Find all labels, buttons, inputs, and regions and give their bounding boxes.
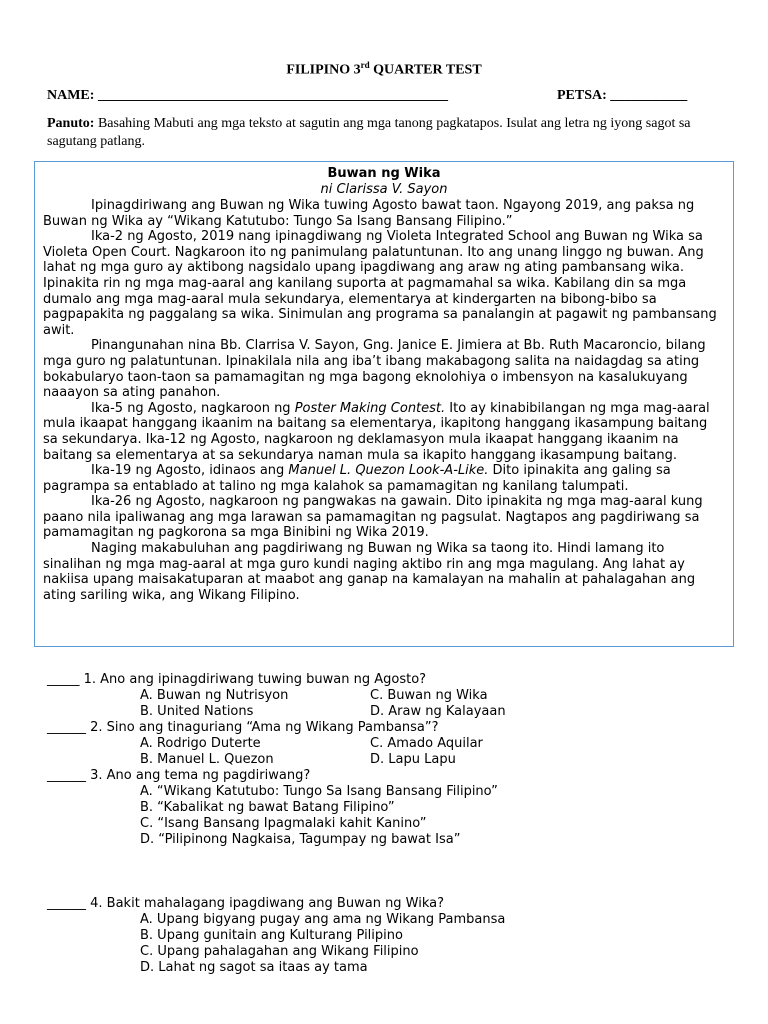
choice-row (47, 752, 747, 768)
question-4: ______ 4. Bakit mahalagang ipagdiwang ang Buwan ng Wika? (47, 896, 445, 911)
instructions-label: Panuto: (47, 116, 95, 131)
passage-paragraph: Ika-5 ng Agosto, nagkaroon ng Poster Making Contest. Ito ay kinabibilangan ng mga mag-aaral mula ikaapat hanggang ikaanim na baitang sa elementarya, ikapitong hanggang ikasampung baitang sa sekundarya. Ika-12 ng Agosto, nagkaroon ng deklamasyon mula ikaapat hanggang ikaanim na baitang sa elementarya at sa sekundarya naman mula sa ikapito hanggang ikasampung baitang. (43, 400, 710, 463)
question-3: ______ 3. Ano ang tema ng pagdiriwang? (47, 768, 311, 783)
choice-c: C. Amado Aquilar (370, 736, 483, 751)
passage-title: Buwan ng Wika (327, 166, 441, 181)
choice-a: A. Buwan ng Nutrisyon (140, 688, 289, 703)
choice-b: B. United Nations (140, 704, 254, 719)
question-1: _____ 1. Ano ang ipinagdiriwang tuwing buwan ng Agosto? (47, 672, 427, 687)
passage-paragraph: Ika-2 ng Agosto, 2019 nang ipinagdiwang ng Violeta Integrated School ang Buwan ng Wika sa Violeta Open Court. Nagkaroon ito ng panimulang palatuntunan. Ito ang unang linggo ng buwan. Ang lahat ng mga guro ay aktibong nagsidalo upang ipagdiwang ang araw ng ating pambansang wika. Ipinakita rin ng mga mag-aaral ang kanilang suporta at pagmamahal sa wika. Kabilang din sa mga dumalo ang mga mag-aaral mula sekundarya, elementarya at kindergarten na bibong-bibo sa pagpapakita ng paggalang sa wika. Sinimulan ang programa sa panalangin at pagawit ng pambansang awit. (43, 229, 717, 338)
choice-row (47, 688, 747, 704)
choice-d: D. “Pilipinong Nagkaisa, Tagumpay ng bawat Isa” (140, 832, 461, 847)
choice-d: D. Araw ng Kalayaan (370, 704, 506, 719)
question-list (47, 672, 747, 976)
choice-a: A. Upang bigyang pugay ang ama ng Wikang Pambansa (140, 912, 506, 927)
choice-b: B. “Kabalikat ng bawat Batang Filipino” (140, 800, 395, 815)
date-blank[interactable]: ___________ (610, 88, 688, 103)
passage-paragraph: Naging makabuluhan ang pagdiriwang ng Buwan ng Wika sa taong ito. Hindi lamang ito sinalihan ng mga mag-aaral at mga guro kundi naging aktibo rin ang mga magulang. Ang lahat ay nakiisa upang maisakatuparan at maabot ang ganap na kamalayan na mahalin at pahalagahan ang ating sariling wika, ang Wikang Filipino. (43, 541, 696, 603)
passage-author: ni Clarissa V. Sayon (320, 182, 448, 197)
reading-passage (34, 161, 734, 647)
choice-d: D. Lapu Lapu (370, 752, 456, 767)
name-label: NAME: (47, 88, 95, 103)
question-2: ______ 2. Sino ang tinaguriang “Ama ng Wikang Pambansa”? (47, 720, 439, 735)
date-field[interactable] (557, 88, 687, 104)
choice-b: B. Manuel L. Quezon (140, 752, 274, 767)
name-field[interactable] (47, 88, 448, 104)
choice-c: C. Buwan ng Wika (370, 688, 488, 703)
choice-c: C. Upang pahalagahan ang Wikang Filipino (140, 944, 419, 959)
name-blank[interactable]: __________________________________________________ (97, 88, 448, 103)
choice-row (47, 704, 747, 720)
choice-b: B. Upang gunitain ang Kulturang Pilipino (140, 928, 403, 943)
choice-c: C. “Isang Bansang Ipagmalaki kahit Kanino” (140, 816, 427, 831)
date-label: PETSA: (557, 88, 607, 103)
choice-a: A. Rodrigo Duterte (140, 736, 261, 751)
passage-paragraph: Pinangunahan nina Bb. Clarrisa V. Sayon, Gng. Janice E. Jimiera at Bb. Ruth Macaroncio, bilang mga guro ng palatuntunan. Ipinakilala nila ang iba’t ibang makabagong salita na naidagdag sa ating bokabularyo taon-taon sa pamamagitan ng mga bagong eknolohiya o imbensyon na kasalukuyang naaayon sa ating panahon. (43, 338, 706, 401)
instructions (47, 115, 727, 151)
instructions-text: Basahing Mabuti ang mga teksto at sagutin ang mga tanong pagkatapos. Isulat ang letra ng iyong sagot sa sagutang patlang. (47, 116, 691, 149)
spacer (47, 848, 747, 896)
choice-row (47, 736, 747, 752)
choice-d: D. Lahat ng sagot sa itaas ay tama (140, 960, 368, 975)
passage-paragraph: Ika-26 ng Agosto, nagkaroon ng pangwakas na gawain. Dito ipinakita ng mga mag-aaral kung paano nila ipaliwanag ang mga larawan sa pamamagitan ng pagsulat. Nagtapos ang pagdiriwang sa pamamagitan ng pagkorona sa mga Binibini ng Wika 2019. (43, 494, 703, 541)
page-title: FILIPINO 3rd QUARTER TEST (286, 60, 482, 78)
passage-paragraph: Ipinagdiriwang ang Buwan ng Wika tuwing Agosto bawat taon. Ngayong 2019, ang paksa ng Buwan ng Wika ay “Wikang Katutubo: Tungo Sa Isang Bansang Filipino.” (43, 198, 695, 229)
choice-a: A. “Wikang Katutubo: Tungo Sa Isang Bansang Filipino” (140, 784, 498, 799)
passage-paragraph: Ika-19 ng Agosto, idinaos ang Manuel L. Quezon Look-A-Like. Dito ipinakita ang galing sa pagrampa sa entablado at talino ng mga kalahok sa pamamagitan ng kanilang talumpati. (43, 463, 671, 494)
